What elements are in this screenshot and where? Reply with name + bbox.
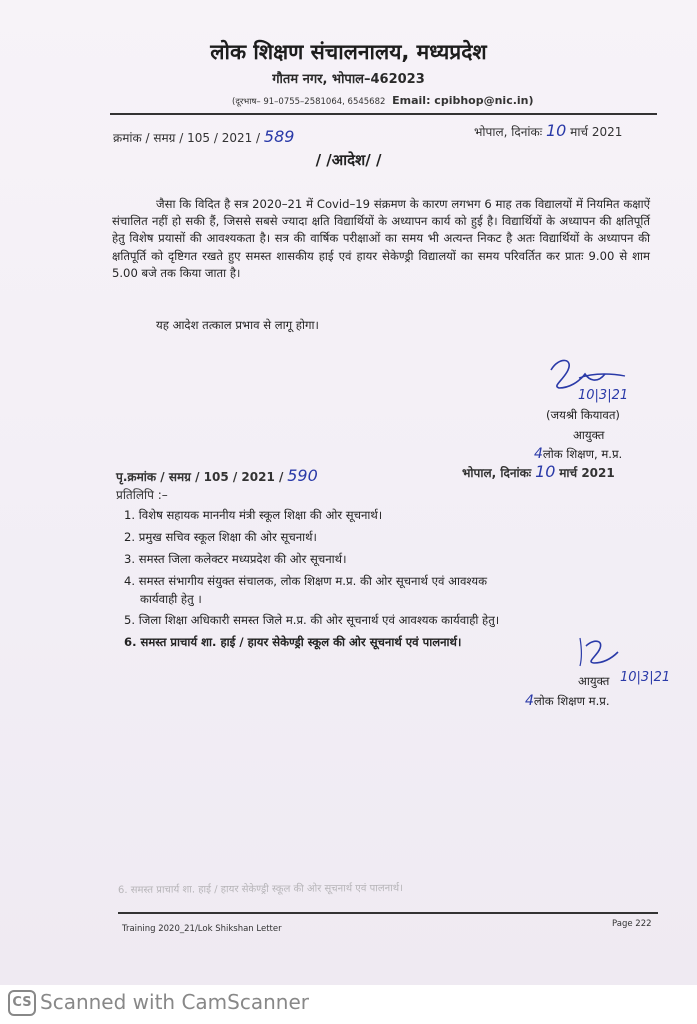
footer-label: Training 2020_21/Lok Shikshan Letter (122, 924, 282, 934)
order-number: क्रमांक / समग्र / 105 / 2021 / 589 (113, 127, 295, 146)
camscanner-watermark: Scanned with CamScanner (40, 990, 309, 1014)
cc-item-4: 4. समस्त संभागीय संयुक्त संचालक, लोक शिक्षण म.प्र. की ओर सूचनार्थ एवं आवश्यक (124, 574, 487, 588)
copy-date: भोपाल, दिनांकः 10 मार्च 2021 (462, 462, 615, 481)
email-text: Email: cpibhop@nic.in) (392, 94, 534, 107)
cc-item-5: 5. जिला शिक्षा अधिकारी समस्त जिले म.प्र. की ओर सूचनार्थ एवं आवश्यक कार्यवाही हेतु। (124, 613, 500, 627)
copy-number: पृ.क्रमांक / समग्र / 105 / 2021 / 590 (116, 466, 318, 485)
copy-date-handwritten: 10 (535, 462, 556, 481)
phone-text: (दूरभाष– 91–0755–2581064, 6545682 (232, 97, 386, 107)
order-heading: / /आदेश/ / (315, 151, 382, 169)
cc-item-1: 1. विशेष सहायक माननीय मंत्री स्कूल शिक्षा की ओर सूचनार्थ। (124, 508, 383, 522)
signature-1-scribble (545, 352, 655, 412)
signature-2-designation: आयुक्त (578, 674, 610, 688)
cc-label: प्रतिलिपि :– (116, 488, 168, 502)
header-divider (110, 113, 657, 115)
signatory-designation: आयुक्त (573, 428, 605, 442)
signatory-name: (जयश्री कियावत) (546, 408, 620, 422)
signature-2-office: 4लोक शिक्षण म.प्र. (525, 693, 610, 709)
camscanner-logo-icon: CS (8, 990, 36, 1016)
order-date: भोपाल, दिनांकः 10 मार्च 2021 (474, 121, 623, 140)
order-paragraph: जैसा कि विदित है सत्र 2020–21 में Covid–19 संक्रमण के कारण लगभग 6 माह तक विद्यालयों में नियमित कक्षाऐं संचालित नहीं हो सकी हैं, जिससे सबसे ज्यादा क्षति विद्यार्थियों के अध्यापन कार्य को हुई है। विद्यार्थियों के अध्यापन की क्षतिपूर्ति हेतु विशेष प्रयासों की आवश्यकता है। सत्र की वार्षिक परीक्षाओं का समय भी अत्यन्त निकट है अतः विद्यार्थियों के अध्यापन की क्षतिपूर्ति को दृष्टिगत रखते हुए समस्त शासकीय हाई एवं हायर सेकेण्ड्री विद्यालयों का समय परिवर्तित कर प्रातः 9.00 से शाम 5.00 बजे तक किया जाता है। (112, 197, 650, 280)
cc-item-2: 2. प्रमुख सचिव स्कूल शिक्षा की ओर सूचनार्थ। (124, 530, 317, 544)
letterhead-title: लोक शिक्षण संचालनालय, मध्यप्रदेश (210, 40, 487, 64)
bleed-through-text: 6. समस्त प्राचार्य शा. हाई / हायर सेकेण्ड्री स्कूल की ओर सूचनार्थ एवं पालनार्थ। (117, 883, 403, 896)
letterhead-address: गौतम नगर, भोपाल–462023 (272, 72, 425, 87)
effect-line: यह आदेश तत्काल प्रभाव से लागू होगा। (156, 318, 319, 332)
copy-number-handwritten: 590 (287, 466, 318, 485)
signature-2-date: 10|3|21 (620, 670, 671, 685)
cc-item-6: 6. समस्त प्राचार्य शा. हाई / हायर सेकेण्ड्री स्कूल की ओर सूचनार्थ एवं पालनार्थ। (124, 635, 462, 649)
signatory-office: 4लोक शिक्षण, म.प्र. (534, 446, 623, 462)
page-number: Page 222 (612, 919, 652, 929)
letterhead-contact (232, 94, 534, 107)
footer-divider (118, 912, 658, 914)
order-date-handwritten: 10 (545, 121, 567, 140)
signature-1-date: 10|3|21 (578, 388, 629, 403)
order-number-handwritten: 589 (263, 127, 295, 146)
cc-item-4-continued: कार्यवाही हेतु । (140, 592, 202, 606)
cc-item-3: 3. समस्त जिला कलेक्टर मध्यप्रदेश की ओर सूचनार्थ। (124, 552, 347, 566)
